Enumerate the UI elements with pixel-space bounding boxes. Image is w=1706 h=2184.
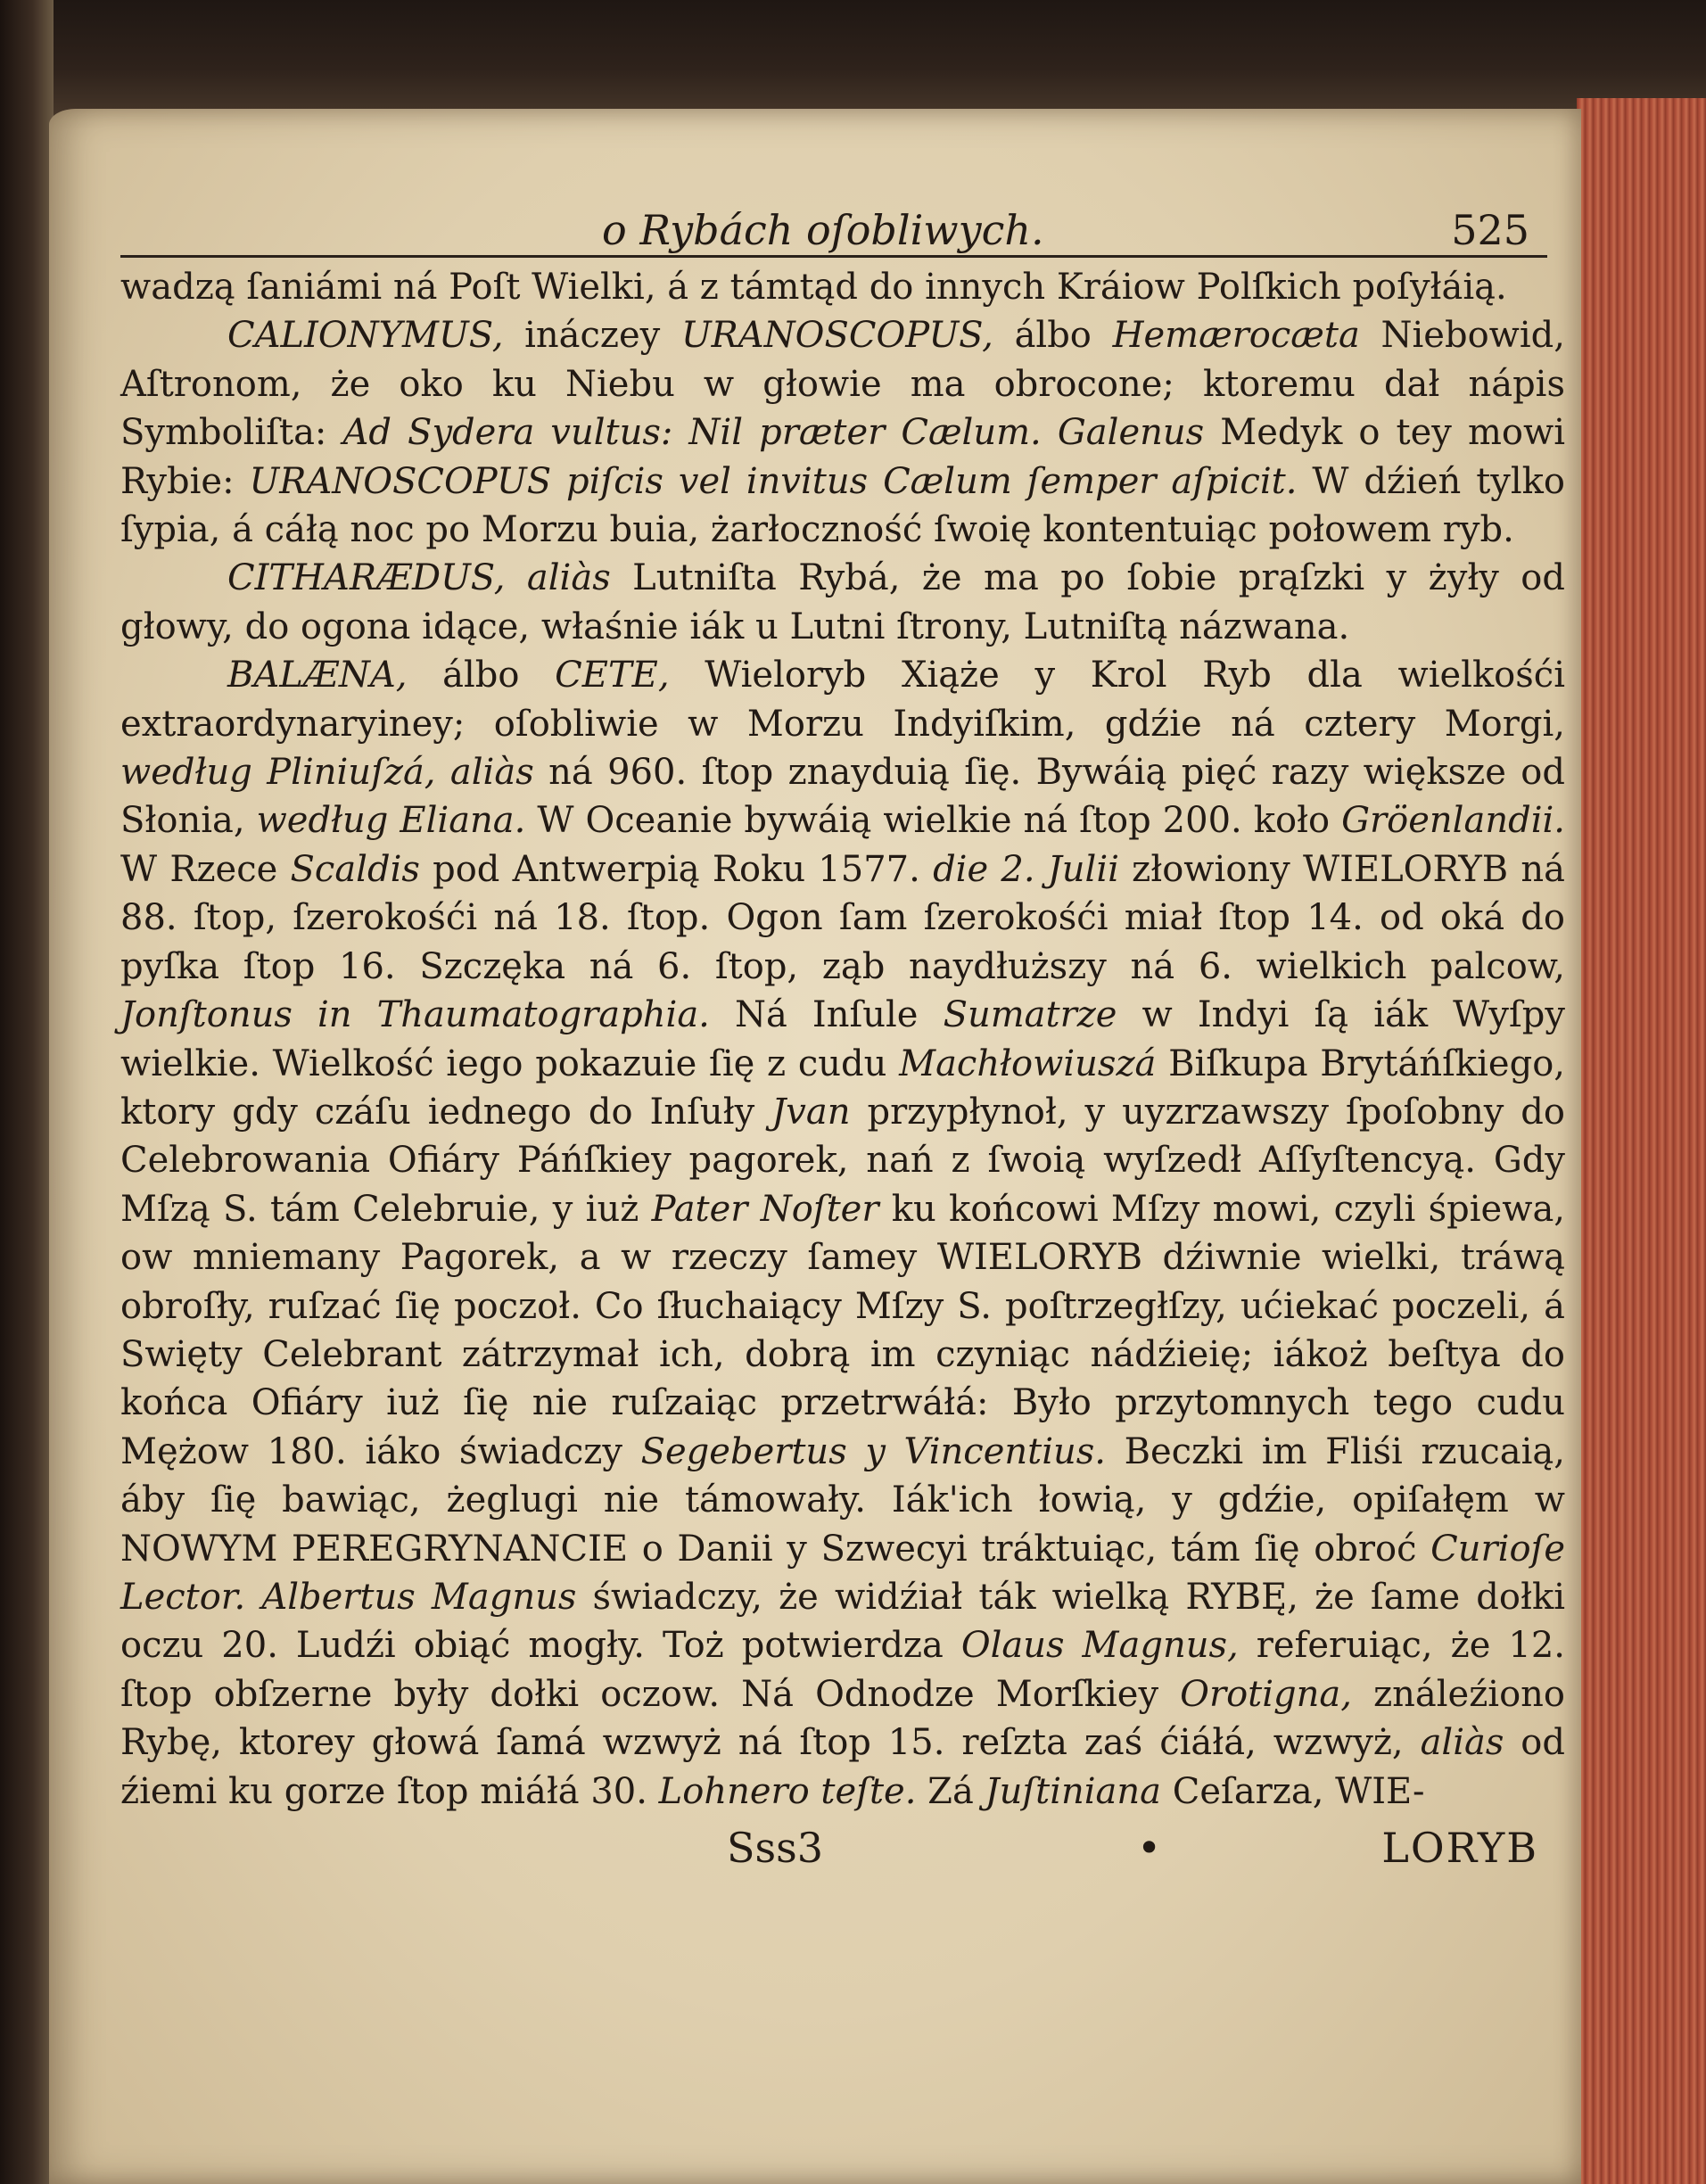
italic-text: Curioſe Lector. Albertus Magnus (120, 1528, 1565, 1618)
italic-text: die 2. Julii (933, 848, 1119, 890)
italic-text: Ad Sydera vultus: Nil præter Cælum. (342, 412, 1042, 454)
italic-text: Orotigna, (1180, 1673, 1352, 1715)
text-run: od źiemi ku gorze ſtop miáłá 30. (120, 1722, 1565, 1812)
text-run: wadzą ſaniámi ná Poſt Wielki, á z támtąd do innych Kráiow Polſkich poſyłáią. (120, 267, 1507, 308)
italic-text: Hemærocæta (1112, 315, 1360, 357)
text-run: Beczki im Fliśi rzucaią, áby ſię bawiąc, żeglugi nie támowały. Iák'ich łowią, y gdźie, opiſałęm w NOWYM PEREGRYNANCIE o Danii y Szwecyi tráktuiąc, tám ſię obroć (120, 1430, 1565, 1570)
text-run: Biſkupa Brytáńſkiego, ktory gdy czáſu iednego do Inſuły (120, 1043, 1566, 1133)
text-run: Ná Inſule (709, 994, 944, 1036)
page-edges (1577, 98, 1706, 2184)
text-run: álbo (407, 655, 556, 696)
text-run: ználeźiono Rybę, ktorey głowá ſamá wzwyż ná ſtop 15. reſzta zaś ćiáłá, wzwyż, (120, 1673, 1566, 1764)
text-run: pod Antwerpią Roku 1577. (419, 848, 934, 890)
page-content (120, 207, 1565, 1875)
text-run: Medyk o tey mowi Rybie: (120, 412, 1566, 502)
italic-text: Jvan (771, 1091, 851, 1133)
text-run: W dźień tylko ſypia, á cáłą noc po Morzu buia, żarłoczność ſwoię kontentuiąc połowem ryb. (120, 460, 1566, 551)
paragraph (120, 651, 1565, 1816)
paragraph (120, 263, 1565, 311)
italic-text: Segebertus y Vincentius. (640, 1430, 1106, 1472)
italic-text: CITHARÆDUS, aliàs (227, 557, 611, 599)
book-spine (0, 0, 54, 2184)
page-footer (120, 1821, 1565, 1875)
text-run: Lutniſta Rybá, że ma po ſobie prąſzki y żyły od głowy, do ogona idące, właśnie iák u Lutni ſtrony, Lutniſtą názwana. (120, 557, 1565, 647)
paragraph (120, 311, 1565, 554)
paragraph (120, 554, 1565, 651)
italic-text: według Pliniuſzá, aliàs (120, 752, 534, 794)
italic-text: Machłowiuszá (899, 1043, 1157, 1084)
text-run: świadczy, że widźiał ták wielką RYBĘ, że ſame dołki oczu 20. Ludźi obiąć mogły. Toż potwierdza (120, 1576, 1565, 1667)
text-run: przypłynoł, y uyzrzawszy ſpoſobny do Celebrowania Ofiáry Páńſkiey pagorek, nań z ſwoią wyſzedł Aſſyſtencyą. Gdy Mſzą S. tám Celebruie, y iuż (120, 1091, 1565, 1230)
italic-text: BALÆNA, (227, 655, 408, 696)
footer-dot: • (1137, 1824, 1162, 1872)
italic-text: URANOSCOPUS piſcis vel invitus Cælum ſemper aſpicit. (249, 460, 1298, 502)
text-run: ná 960. ſtop znayduią ſię. Bywáią pięć razy większe od Słonia, (120, 752, 1565, 842)
text-run: W Oceanie bywáią wielkie ná ſtop 200. koło (525, 800, 1342, 842)
italic-text: Sumatrze (943, 994, 1117, 1036)
text-run: W Rzece (120, 848, 291, 890)
italic-text: Olaus Magnus, (960, 1625, 1239, 1667)
header-rule (120, 255, 1547, 258)
italic-text: według Eliana. (256, 800, 526, 842)
running-head (120, 207, 1565, 253)
italic-text: Juſtiniana (985, 1770, 1162, 1812)
catchword: LORYB (1381, 1824, 1538, 1872)
italic-text: Pater Noſter (651, 1188, 879, 1230)
signature-mark: Sss3 (727, 1824, 823, 1872)
italic-text: Gröenlandii. (1341, 800, 1565, 842)
text-run (1042, 412, 1058, 453)
body-text (120, 263, 1565, 1816)
page-number: 525 (1451, 206, 1529, 254)
running-title: o Rybách oſobliwych. (602, 206, 1044, 254)
text-run: referuiąc, że 12. ſtop obſzerne były dołki oczow. Ná Odnodze Morſkiey (120, 1625, 1565, 1715)
text-run: ináczey (503, 315, 681, 357)
italic-text: Lohnero teſte. (658, 1770, 917, 1812)
italic-text: Galenus (1057, 412, 1205, 454)
italic-text: Scaldis (290, 848, 420, 890)
text-run: Niebowid, Aſtronom, że oko ku Niebu w głowie ma obrocone; ktoremu dał nápis Symboliſta: (120, 315, 1566, 454)
book-binding-top (0, 0, 1706, 125)
text-run: Ceſarza, WIE- (1161, 1770, 1425, 1812)
text-run: ku końcowi Mſzy mowi, czyli śpiewa, ow mniemany Pagorek, a w rzeczy ſamey WIELORYB dźiwnie wielki, tráwą obroſły, ruſzać ſię poczoł. Co ſłuchaiący Mſzy S. poſtrzegłſzy, ućiekać poczeli, á Swięty Celebrant zátrzymał ich, dobrą im czyniąc nádźieię; iákoż beſtya do końca Ofiáry iuż ſię nie ruſzaiąc przetrwáłá: Było przytomnych tego cudu Mężow 180. iáko świadczy (120, 1188, 1566, 1472)
text-run: Wieloryb Xiąże y Krol Ryb dla wielkośći extraordynaryiney; oſobliwie w Morzu Indyiſkim, gdźie ná cztery Morgi, (120, 655, 1565, 745)
text-run: álbo (993, 315, 1113, 357)
italic-text: Jonſtonus in Thaumatographia. (120, 994, 710, 1036)
italic-text: URANOSCOPUS, (680, 315, 993, 357)
text-run: Zá (916, 1770, 985, 1812)
text-run: w Indyi ſą iák Wyſpy wielkie. Wielkość iego pokazuie ſię z cudu (120, 994, 1566, 1084)
text-run: złowiony WIELORYB ná 88. ſtop, ſzerokośći ná 18. ſtop. Ogon ſam ſzerokośći miał ſtop 14. od oká do pyſka ſtop 16. Szczęka ná 6. ſtop, ząb naydłuższy ná 6. wielkich palcow, (120, 848, 1565, 987)
italic-text: CALIONYMUS, (227, 315, 504, 357)
italic-text: CETE, (555, 655, 670, 696)
italic-text: aliàs (1420, 1722, 1504, 1764)
